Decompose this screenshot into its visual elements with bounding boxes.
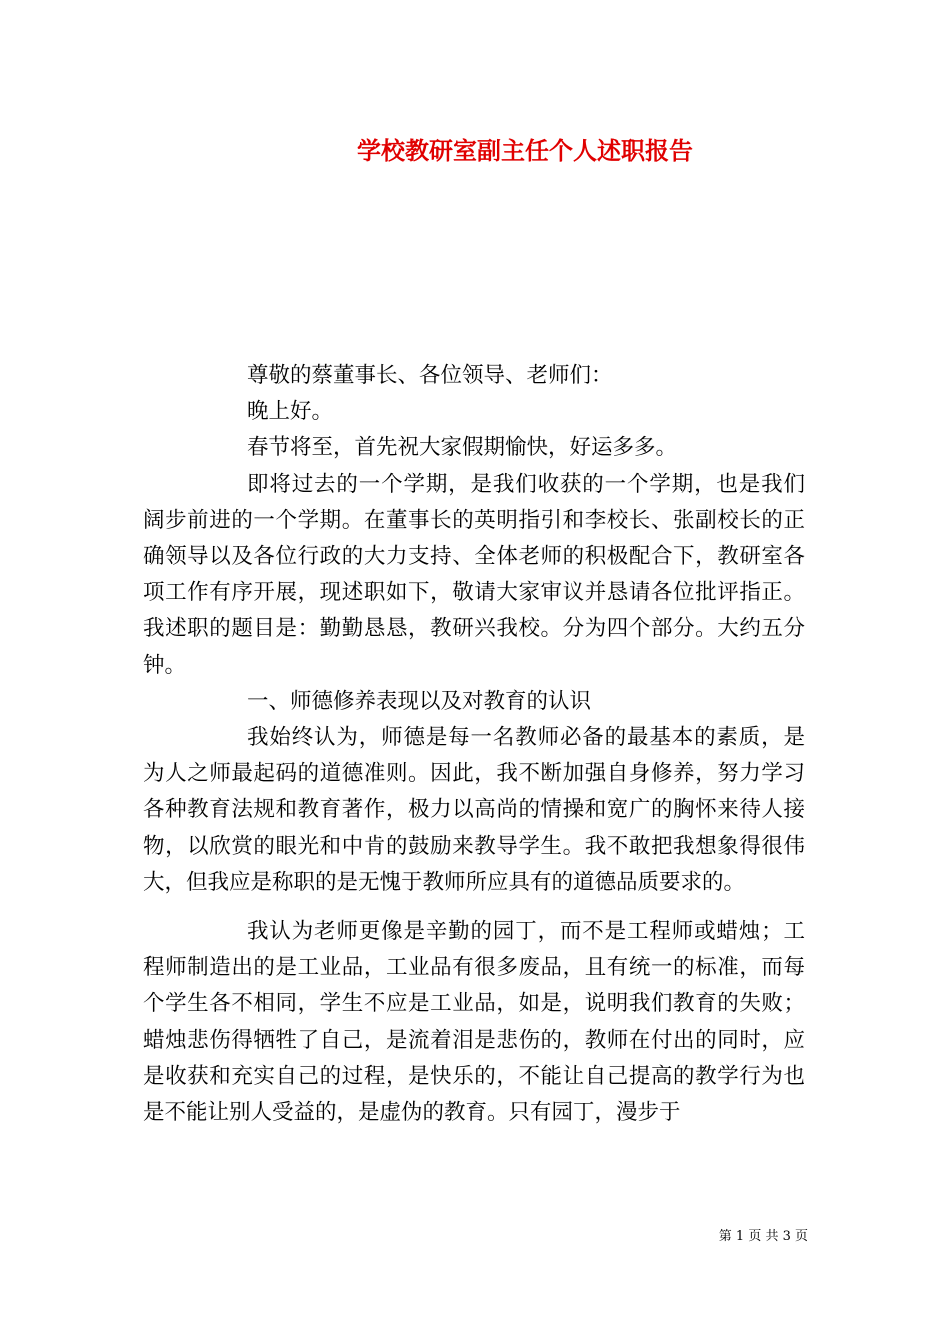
document-title: 学校教研室副主任个人述职报告 bbox=[357, 136, 693, 165]
ethics-paragraph: 我始终认为，师德是每一名教师必备的最基本的素质，是为人之师最起码的道德准则。因此，我不断加强自身修养，努力学习各种教育法规和教育著作，极力以高尚的情操和宽广的胸怀来待人接物，以欣赏的眼光和中肯的鼓励来教导学生。我不敢把我想象得很伟大，但我应是称职的是无愧于教师所应具有的道德品质要求的。 bbox=[143, 725, 805, 895]
paragraph-gap bbox=[143, 901, 805, 914]
page-number-footer: 第 1 页 共 3 页 bbox=[718, 1229, 808, 1244]
salutation-paragraph: 尊敬的蔡董事长、各位领导、老师们： bbox=[247, 363, 613, 388]
document-body bbox=[143, 358, 805, 1131]
greeting-paragraph: 晚上好。 bbox=[247, 399, 334, 425]
section-heading: 一、师德修养表现以及对教育的认识 bbox=[247, 688, 592, 714]
gardener-paragraph: 我认为老师更像是辛勤的园丁，而不是工程师或蜡烛；工程师制造出的是工业品，工业品有很多废品，且有统一的标准，而每个学生各不相同，学生不应是工业品，如是，说明我们教育的失败；蜡烛悲伤得牺牲了自己，是流着泪是悲伤的，教师在付出的同时，应是收获和充实自己的过程，是快乐的，不能让自己提高的教学行为也是不能让别人受益的，是虚伪的教育。只有园丁，漫步于 bbox=[143, 919, 805, 1126]
intro-paragraph: 即将过去的一个学期，是我们收获的一个学期，也是我们阔步前进的一个学期。在董事长的英明指引和李校长、张副校长的正确领导以及各位行政的大力支持、全体老师的积极配合下，教研室各项工作有序开展，现述职如下，敬请大家审议并恳请各位批评指正。我述职的题目是：勤勤恳恳，教研兴我校。分为四个部分。大约五分钟。 bbox=[143, 471, 805, 678]
holiday-wish-paragraph: 春节将至，首先祝大家假期愉快，好运多多。 bbox=[247, 435, 678, 461]
